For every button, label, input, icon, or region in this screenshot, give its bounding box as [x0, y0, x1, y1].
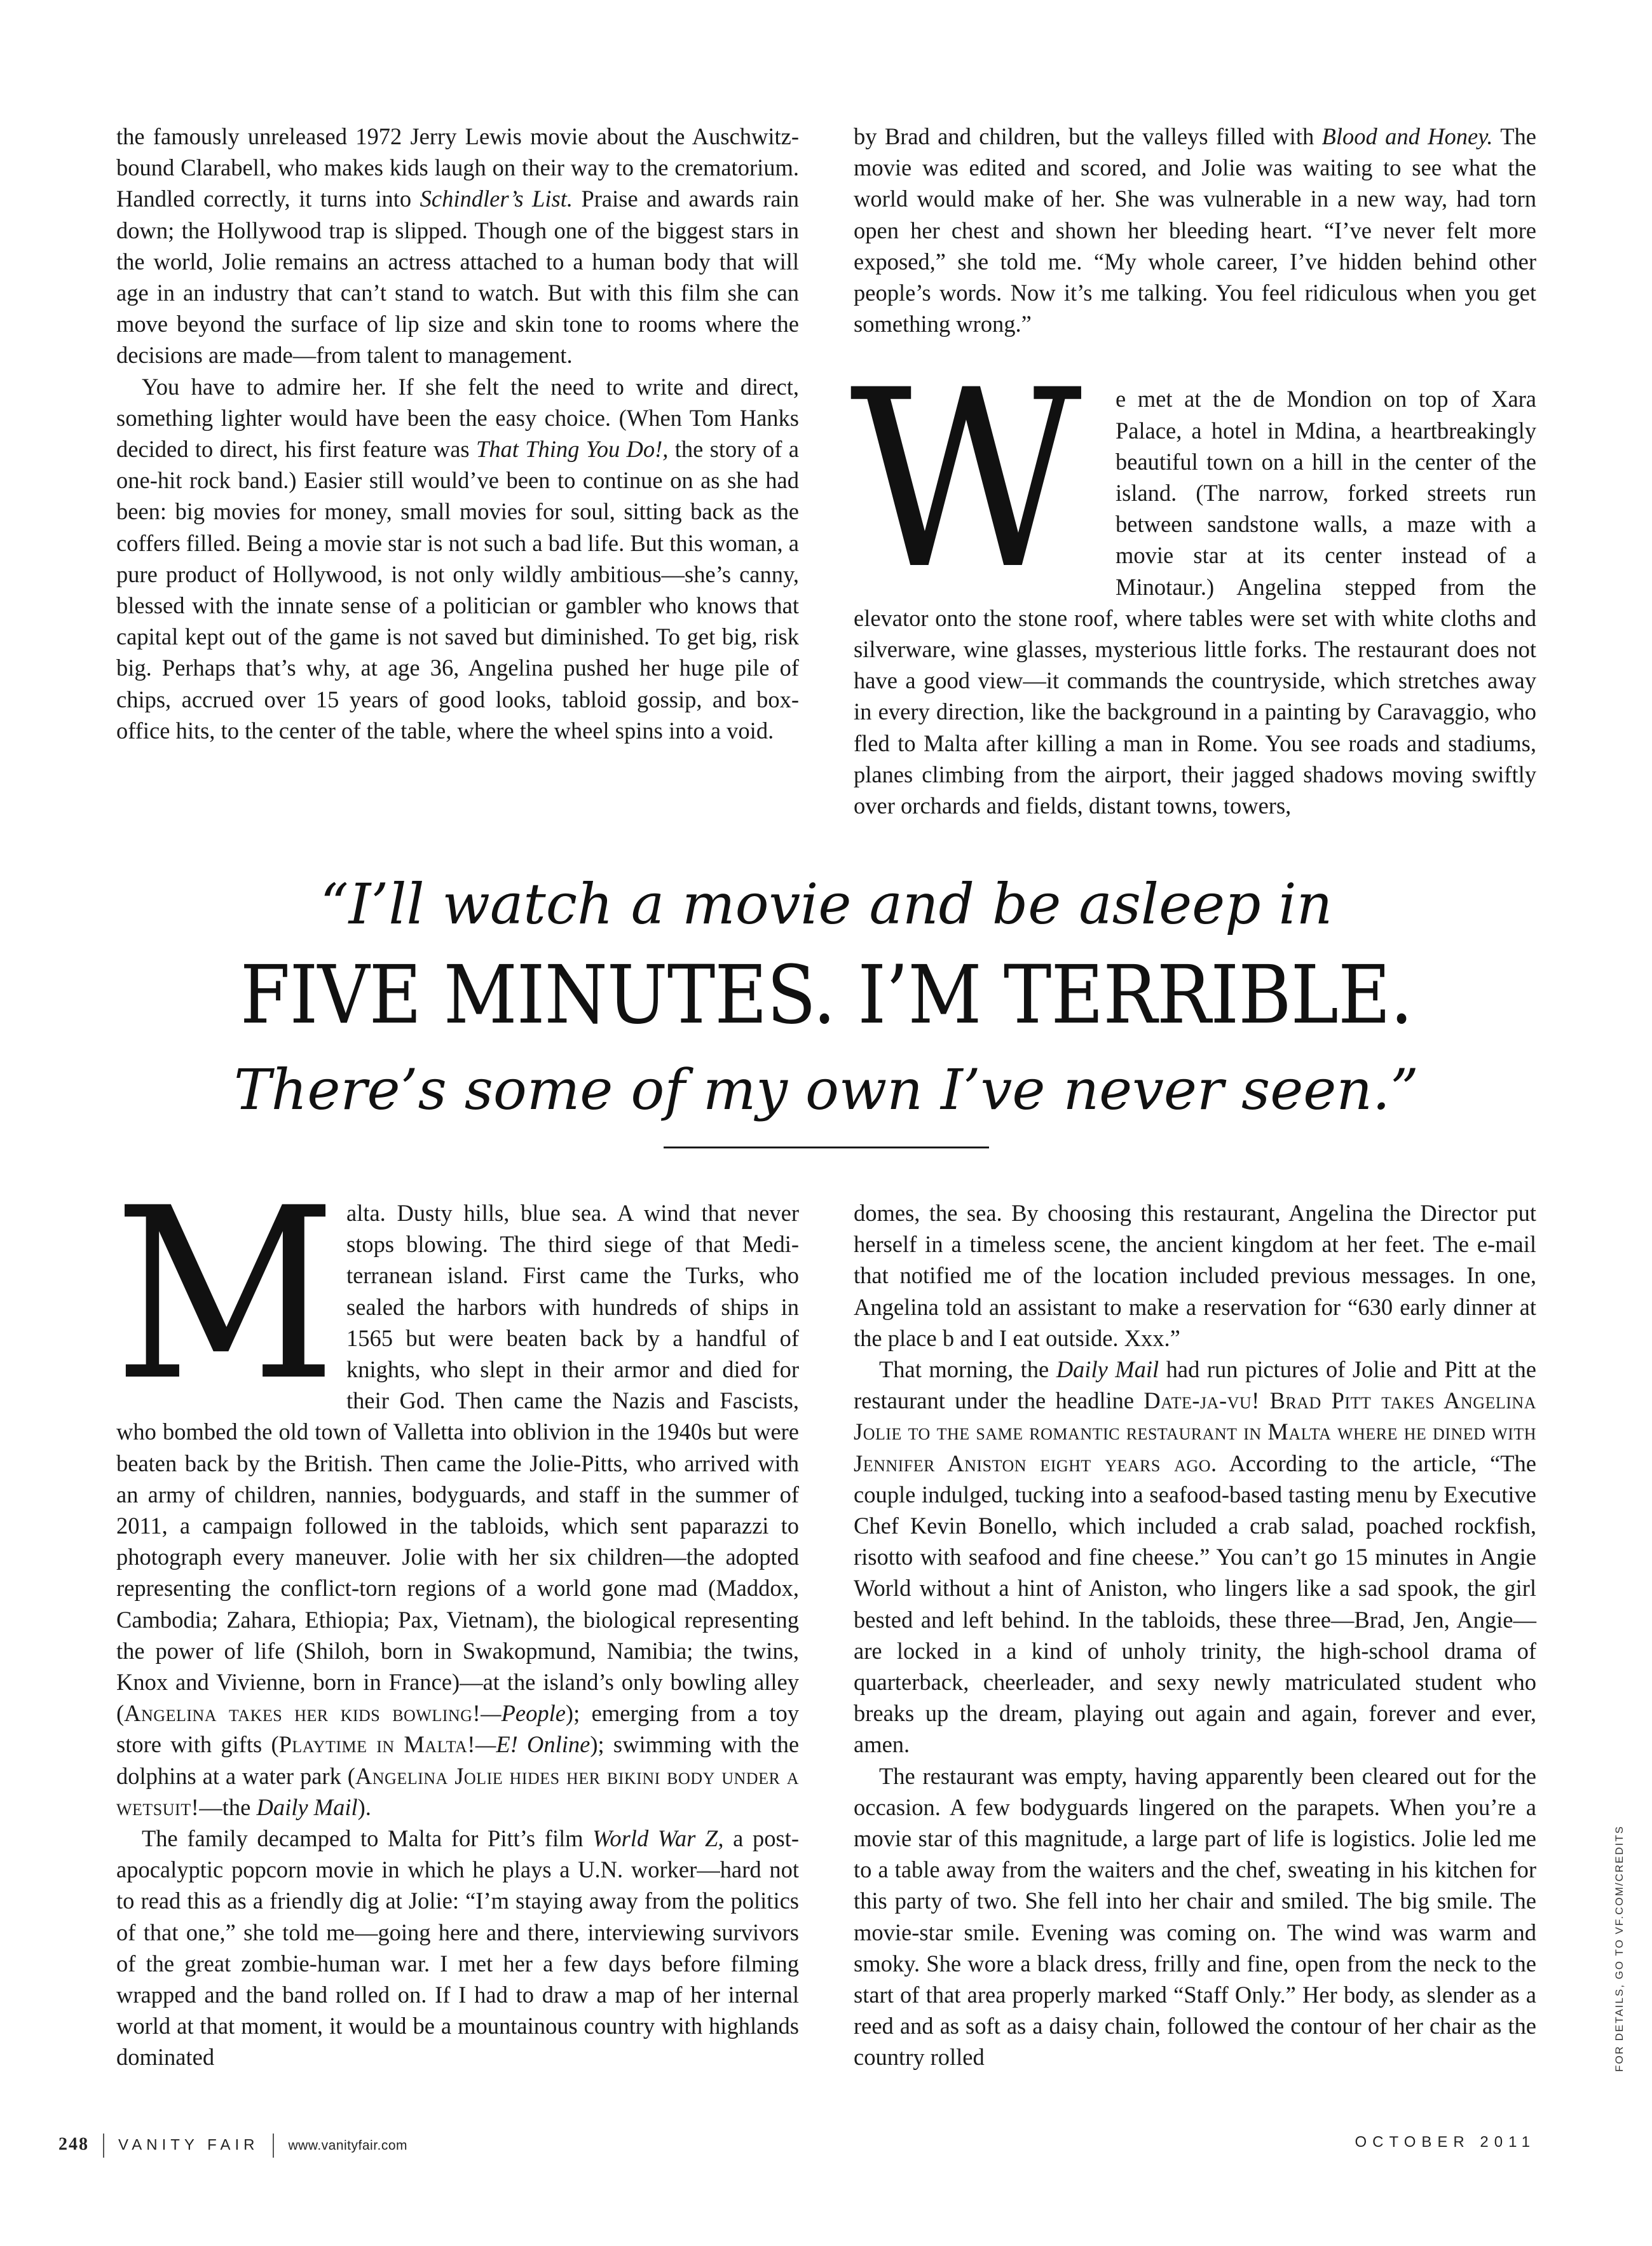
paragraph [854, 121, 1536, 339]
text-span: Praise and awards rain down; the Hollywood trap is slipped. Though one of the biggest stars in the world, Jolie remains an actress attached to a human body that will age in an industry that can’t stand to watch. But with this film she can move beyond the surface of lip size and skin tone to rooms where the decisions are made—from talent to management. [116, 186, 799, 369]
text-span: the famously unreleased 1972 Jerry Lewis movie about the Auschwitz-bound Clarabell, who makes kids laugh on their way to the crematorium. Handled correctly, it turns into [116, 123, 799, 212]
paragraph [854, 1354, 1536, 1760]
paragraph [850, 338, 1536, 821]
page-footer [58, 2134, 407, 2158]
text-span: That morning, the [879, 1356, 1056, 1383]
text-span: —the [199, 1793, 257, 1820]
text-span: ). [357, 1793, 371, 1820]
article-column-2 [850, 121, 1536, 821]
source-italic: Daily Mail [256, 1793, 358, 1820]
text-span: e met at the de Mondion on top of Xara Palace, a hotel in Mdina, a heartbreakingly beautiful town on a hill in the center of the island. (The narrow, forked streets run between sandstone walls, a maze with a movie star at its center instead of a Minotaur.) Angelina stepped from the elevator onto the stone roof, where tables were set with white cloths and silverware, wine glasses, mysterious little forks. The restaurant does not have a good view—it commands the countryside, which stretches away in every direction, like the background in a painting by Caravaggio, who fled to Malta after killing a man in Rome. You see roads and stadiums, planes climbing from the airport, their jagged shadows moving swiftly over orchards and fields, distant towns, towers, [854, 386, 1536, 819]
paragraph: The restaurant was empty, having apparently been cleared out for the occasion. A few bodyguards lingered on the parapets. When you’re a movie star of this magnitude, a large part of life is logistics. Jolie led me to a table away from the waiters and the chef, sweating in his kitchen for this party of two. She fell into her chair and smiled. The big smile. The movie-star smile. Evening was coming on. The wind was warm and smoky. She wore a black dress, frilly and fine, open from the neck to the start of that area properly marked “Staff Only.” Her body, as slender as a reed and as soft as a daisy chain, followed the contour of her chair as the country rolled [854, 1762, 1536, 2071]
text-span: alta. Dusty hills, blue sea. A wind that never stops blowing. The third siege of that Mediterranean island. First came the Turks, who sealed the harbors with hundreds of ships in 1565 but were beaten back by a handful of knights, who slept in their armor and died for their God. Then came the Nazis and Fascists, who bombed the old town of Valletta into oblivion in the 1940s but were beaten back by the British. Then came the Jolie-Pitts, who arrived with an army of children, nannies, bodyguards, and staff in the summer of 2011, a campaign followed in the tabloids, which sent paparazzi to photograph every maneuver. Jolie with her six children—the adopted representing the conflict-torn regions of a world gone mad (Maddox, Cambodia; Zahara, Ethiopia; Pax, Vietnam), the biological representing the power of life (Shiloh, born in Swakopmund, Namibia; the twins, Knox and Vivienne, born in France)—at the island’s only bowling alley ( [116, 1200, 799, 1727]
headline-small-caps: Angelina takes her kids bowling! [124, 1700, 481, 1727]
magazine-url[interactable]: www.vanityfair.com [288, 2138, 408, 2153]
footer-divider [273, 2134, 274, 2158]
drop-cap-m: M [114, 1157, 337, 1433]
text-span: According to the article, “The couple indulged, tucking into a seafood-based tasting menu by Executive Chef Kevin Bonello, which included a crab salad, poached rockfish, risotto with seafood and fine cheese.” You can’t go 15 minutes in Angie World without a hint of Aniston, who lingers like a sad spook, the girl bested and left behind. In the tabloids, these three—Brad, Jen, Angie—are locked in a kind of unholy trinity, the high-school drama of quarterback, cheerleader, and sexy newly matriculated student who breaks up the dream, playing out again and again, forever and ever, amen. [854, 1450, 1536, 1758]
paragraph [114, 1157, 800, 1823]
article-column-4 [854, 1197, 1536, 2073]
drop-cap-w: W [850, 338, 1082, 624]
text-span: by Brad and children, but the valleys filled with [854, 123, 1322, 149]
italic-title: That Thing You Do!, [475, 436, 669, 463]
article-column-3 [114, 1157, 800, 2073]
pull-quote-line-2: FIVE MINUTES. I’M TERRIBLE. [240, 948, 1413, 1042]
text-span: ); emerging from a toy store with gifts ( [116, 1700, 799, 1758]
footer-divider [103, 2134, 104, 2158]
page-number: 248 [58, 2134, 89, 2154]
pull-quote-line-3: There’s some of my own I’ve never seen.” [234, 1057, 1419, 1122]
italic-title: Schindler’s List. [420, 186, 573, 212]
text-span: The movie was edited and scored, and Jolie was waiting to see what the world would make of her. She was vulnerable in a new way, had torn open her chest and shown her bleeding heart. “I’ve never felt more exposed,” she told me. “My whole career, I’ve hidden behind other people’s words. Now it’s me talking. You feel ridiculous when you get something wrong.” [854, 123, 1536, 337]
paragraph [116, 1823, 799, 2073]
text-span: The family decamped to Malta for Pitt’s film [142, 1825, 593, 1852]
paragraph [116, 121, 799, 371]
italic-title: Blood and Honey. [1321, 123, 1493, 149]
magazine-name: VANITY FAIR [118, 2136, 259, 2154]
italic-title: World War Z, [592, 1825, 724, 1852]
article-column-1 [116, 121, 799, 746]
credits-note: FOR DETAILS, GO TO VF.COM/CREDITS [1613, 1825, 1625, 2072]
source-italic: —People [481, 1700, 566, 1727]
headline-small-caps: Playtime in Malta! [278, 1731, 475, 1758]
text-span: had run pictures of Jolie and Pitt at the restaurant under the headline [854, 1356, 1537, 1414]
text-span: You have to admire her. If she felt the need to write and direct, something lighter would have been the easy choice. (When Tom Hanks decided to direct, his first feature was [116, 373, 799, 463]
text-span: ); swimming with the dolphins at a water park ( [116, 1731, 800, 1789]
issue-date: OCTOBER 2011 [1355, 2134, 1536, 2151]
pull-quote-line-1: “I’ll watch a movie and be asleep in [320, 871, 1333, 937]
text-span: the story of a one-hit rock band.) Easier still would’ve been to continue on as she had been: big movies for money, small movies for soul, sitting back as the coffers filled. Being a movie star is not such a bad life. But this woman, a pure product of Hollywood, is not only wildly ambitious—she’s canny, blessed with the innate sense of a politician or gambler who knows that capital kept out of the game is not saved but diminished. To get big, risk big. Perhaps that’s why, at age 36, Angelina pushed her huge pile of chips, accrued over 15 years of good looks, tabloid gossip, and box-office hits, to the center of the table, where the wheel spins into a void. [116, 436, 799, 744]
text-span: a post-apocalyptic popcorn movie in which he plays a U.N. worker—hard not to read this as a friendly dig at Jolie: “I’m staying away from the politics of that one,” she told me—going here and there, interviewing survivors of the great zombie-human war. I met her a few days before filming wrapped and the band rolled on. If I had to draw a map of her internal world at that moment, it would be a mountainous country with highlands dominated [116, 1825, 800, 2071]
source-italic: —E! Online [475, 1731, 590, 1758]
pull-quote-rule [664, 1147, 989, 1148]
italic-title: Daily Mail [1056, 1356, 1159, 1383]
headline-small-caps: Angelina Jolie hides her bikini body under a wetsuit! [116, 1762, 799, 1820]
headline-small-caps: Date-ja-vu! Brad Pitt takes Angelina Jolie to the same romantic restaurant in Malta where he dined with Jennifer Aniston eight years ago. [854, 1387, 1536, 1476]
paragraph: domes, the sea. By choosing this restaurant, Angelina the Director put herself in a timeless scene, the ancient kingdom at her feet. The e-mail that notified me of the location included previous messages. In one, Angelina told an assistant to make a reservation for “630 early dinner at the place b and I eat outside. Xxx.” [854, 1200, 1536, 1351]
paragraph [116, 371, 799, 746]
